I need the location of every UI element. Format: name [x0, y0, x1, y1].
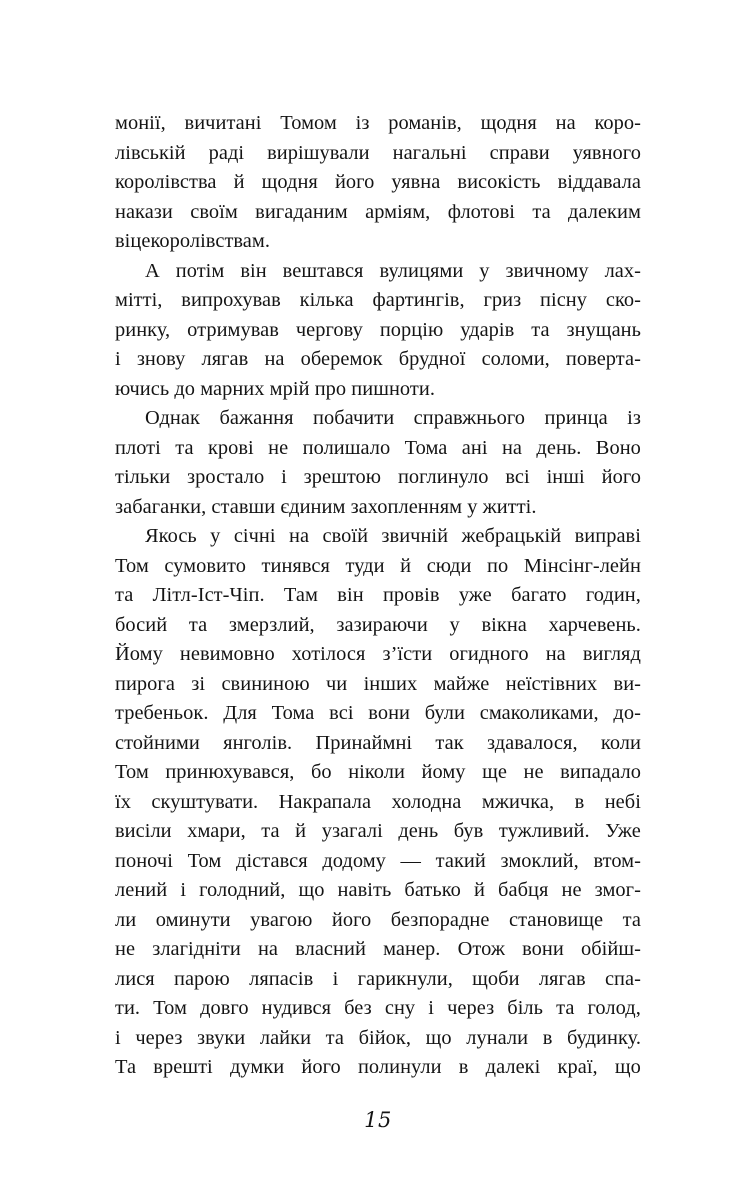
word: та	[532, 200, 551, 223]
word: смаколиками,	[479, 702, 599, 724]
word: крові	[207, 436, 254, 459]
word: змерзлий,	[228, 613, 315, 636]
word: ані	[461, 436, 488, 459]
word: потім	[175, 259, 225, 282]
word: майже	[433, 672, 490, 695]
word: день.	[536, 436, 582, 459]
text-line	[115, 906, 641, 936]
word: висіли	[115, 820, 172, 842]
word: сумовито	[164, 554, 246, 577]
text-line	[115, 847, 641, 877]
word: із	[355, 112, 370, 134]
word: бійок,	[358, 1026, 412, 1049]
word: мітті,	[115, 289, 163, 311]
word: Мінсінг-лейн	[523, 554, 641, 577]
word: чергову	[295, 318, 363, 341]
word: вирішували	[267, 141, 370, 164]
word: ли	[115, 908, 137, 931]
word: був	[453, 820, 484, 842]
word: його	[301, 1056, 341, 1078]
word: без	[344, 997, 372, 1019]
word: скуштувати.	[151, 790, 259, 813]
word: здавалося,	[487, 731, 578, 754]
word: раді	[208, 141, 245, 164]
word: всі	[329, 702, 354, 724]
word: випрохував	[181, 289, 281, 311]
word: ви-	[613, 672, 641, 695]
word: гриз	[483, 289, 522, 311]
word: свининою	[221, 672, 310, 695]
word: Однак	[145, 407, 200, 429]
word: ляпасів	[249, 967, 314, 990]
word: принюхувався,	[165, 761, 295, 783]
word: на	[545, 643, 566, 665]
word: ринку,	[115, 318, 171, 341]
word: Накрапала	[278, 790, 372, 813]
word: брудної	[398, 348, 466, 370]
word: тільки	[115, 466, 171, 488]
word: Воно	[595, 436, 641, 459]
word: ніколи	[348, 761, 405, 783]
word: небі	[604, 790, 641, 813]
word: випадало	[560, 761, 641, 783]
text-line	[115, 316, 641, 346]
word: зрештою	[303, 466, 382, 488]
text-line	[115, 139, 641, 169]
word: Для	[223, 702, 257, 724]
text-line	[115, 994, 641, 1024]
word: уже	[458, 584, 492, 606]
word: Томом	[280, 112, 337, 134]
text-line	[115, 1053, 641, 1083]
word: його	[331, 908, 372, 931]
word: та	[115, 584, 134, 606]
page-number: 15	[364, 1108, 392, 1132]
word: лах-	[604, 259, 641, 282]
word: дістався	[236, 849, 308, 872]
word: додому	[322, 849, 386, 872]
text-line	[115, 168, 641, 198]
word: увагою	[250, 908, 313, 931]
word: тинявся	[261, 554, 330, 577]
word: такий	[435, 849, 486, 872]
word: звичному	[505, 259, 589, 282]
word: лягав	[201, 348, 249, 370]
word: гарикнули,	[357, 967, 453, 990]
text-line	[115, 109, 641, 139]
word: бажання	[219, 407, 294, 429]
word: та	[175, 436, 194, 459]
word: через	[447, 997, 495, 1019]
word: коли	[600, 731, 641, 754]
word: думки	[229, 1056, 285, 1078]
word: хмари,	[187, 820, 246, 842]
word: спа-	[604, 967, 641, 990]
word: й	[473, 879, 485, 901]
word: своїй	[322, 525, 369, 547]
word: звичній	[381, 525, 449, 547]
word: лися	[115, 967, 155, 990]
word: лівській	[115, 141, 186, 164]
word: неїстівних	[505, 672, 598, 695]
text-line: ючись до марних мрій про пишноти.	[115, 377, 435, 400]
word: плоті	[115, 436, 161, 459]
word: Літл-Іст-Чіп.	[152, 584, 265, 606]
word: годин,	[585, 584, 641, 606]
word: знову	[136, 348, 186, 370]
word: й	[295, 820, 307, 842]
word: Том	[115, 554, 149, 577]
word: нагальні	[392, 141, 467, 164]
paragraph	[115, 522, 641, 1083]
word: пісну	[540, 289, 588, 311]
text-line	[115, 345, 641, 375]
text-line	[115, 758, 641, 788]
text-line	[115, 670, 641, 700]
word: і	[115, 348, 121, 370]
word: Принаймні	[315, 731, 413, 754]
text-line	[115, 611, 641, 641]
word: ударів	[460, 318, 515, 341]
word: ско-	[605, 289, 641, 311]
word: і	[281, 466, 287, 488]
word: навіть	[337, 879, 392, 901]
word: босий	[115, 613, 168, 636]
text-line	[115, 965, 641, 995]
word: власний	[295, 938, 366, 960]
text-line	[115, 257, 641, 287]
word: вичитані	[184, 112, 262, 134]
word: сюди	[426, 554, 472, 577]
text-line	[115, 198, 641, 228]
word: Том	[187, 849, 222, 872]
word: харчевень.	[548, 613, 641, 636]
word: на	[264, 348, 285, 370]
word: лений	[115, 879, 168, 901]
word: вештався	[282, 259, 364, 282]
word: вулицями	[379, 259, 464, 282]
word: —	[400, 849, 421, 872]
word: порцію	[379, 318, 444, 341]
word: мжичка,	[481, 790, 555, 813]
word: так	[435, 731, 464, 754]
word: в	[458, 1056, 469, 1078]
word: бабця	[498, 879, 549, 901]
word: і	[180, 879, 187, 901]
word: злагідніти	[152, 938, 241, 960]
word: фартингів,	[372, 289, 465, 311]
word: врешті	[153, 1056, 213, 1078]
word: королівства	[115, 171, 217, 193]
word: із	[627, 407, 641, 429]
word: Тома	[271, 702, 315, 724]
word: будинку.	[567, 1026, 641, 1049]
text-line	[115, 699, 641, 729]
word: через	[135, 1026, 183, 1049]
word: віддавала	[557, 171, 641, 193]
word: побачити	[313, 407, 395, 429]
word: Отож	[457, 938, 505, 960]
word: огидного	[449, 643, 529, 665]
word: в	[574, 790, 585, 813]
word: провів	[382, 584, 440, 606]
word: день	[398, 820, 439, 842]
word: лайки	[259, 1026, 312, 1049]
word: Йому	[115, 643, 163, 665]
word: безпорадне	[390, 908, 490, 931]
word: вигляд	[582, 643, 641, 665]
word: щодня	[480, 112, 537, 134]
word: не	[268, 436, 289, 459]
word: парою	[173, 967, 230, 990]
word: багато	[511, 584, 567, 606]
word: зі	[191, 672, 206, 695]
word: принца	[544, 407, 608, 429]
word: далеким	[568, 200, 641, 223]
word: змог-	[594, 879, 641, 901]
word: на	[257, 938, 279, 960]
word: лунали	[466, 1026, 529, 1049]
word: ще	[482, 761, 507, 783]
paragraph	[115, 257, 641, 405]
word: Та	[115, 1056, 137, 1078]
word: кілька	[299, 289, 354, 311]
word: не	[561, 879, 582, 901]
word: щодня	[261, 171, 318, 193]
word: коро-	[594, 112, 641, 134]
word: були	[424, 702, 465, 724]
word: та	[531, 318, 550, 341]
word: всі	[505, 466, 530, 488]
word: зростало	[187, 466, 265, 488]
word: на	[555, 112, 576, 134]
word: він	[240, 259, 267, 282]
word: втом-	[593, 849, 641, 872]
text-line: віцекоролівствам.	[115, 230, 271, 252]
word: не	[523, 761, 544, 783]
paragraph	[115, 404, 641, 522]
word: чи	[325, 672, 348, 695]
word: А	[145, 259, 160, 282]
word: біль	[507, 997, 544, 1019]
word: що	[298, 879, 325, 901]
word: знущань	[566, 318, 641, 341]
word: Тома	[404, 436, 448, 459]
word: Там	[283, 584, 318, 606]
word: нудився	[261, 997, 332, 1019]
word: вигаданим	[255, 200, 348, 223]
word: Уже	[605, 820, 641, 842]
word: вони	[368, 702, 411, 724]
paragraph	[115, 109, 641, 257]
text-line	[115, 817, 641, 847]
text-line	[115, 463, 641, 493]
word: отримував	[187, 318, 279, 341]
word: справжнього	[413, 407, 525, 429]
word: становище	[508, 908, 604, 931]
word: голодний,	[199, 879, 286, 901]
word: йому	[421, 761, 466, 783]
word: оминути	[155, 908, 231, 931]
word: невимовно	[179, 643, 275, 665]
word: у	[210, 525, 221, 547]
word: що	[614, 1056, 641, 1078]
word: пирога	[115, 672, 175, 695]
word: він	[337, 584, 364, 606]
word: та	[622, 908, 641, 931]
text-line	[115, 286, 641, 316]
word: голод,	[587, 997, 641, 1019]
word: інших	[363, 672, 418, 695]
word: до-	[613, 702, 641, 724]
word: й	[233, 171, 245, 193]
word: ти.	[115, 997, 141, 1019]
word: з’їсти	[382, 643, 433, 665]
text-line	[115, 522, 641, 552]
word: вікна	[481, 613, 527, 636]
text-line	[115, 552, 641, 582]
word: і	[428, 997, 434, 1019]
word: узагалі	[321, 820, 383, 842]
word: виправі	[574, 525, 641, 547]
word: Том	[153, 997, 187, 1019]
word: у	[479, 259, 490, 282]
word: требеньок.	[115, 702, 209, 724]
word: та	[556, 997, 575, 1019]
word: його	[334, 171, 375, 193]
word: жебрацькій	[461, 525, 562, 547]
word: далекі	[485, 1056, 541, 1078]
word: та	[261, 820, 280, 842]
word: манер.	[383, 938, 441, 960]
word: що	[425, 1026, 452, 1049]
word: січні	[233, 525, 276, 547]
word: арміям,	[365, 200, 431, 223]
word: змоклий,	[500, 849, 579, 872]
text-line	[115, 581, 641, 611]
word: вони	[522, 938, 564, 960]
word: хотілося	[291, 643, 366, 665]
word: холодна	[391, 790, 462, 813]
word: тужливий.	[498, 820, 590, 842]
word: високість	[457, 171, 541, 193]
word: полинули	[357, 1056, 442, 1078]
text-line	[115, 788, 641, 818]
word: оберемок	[300, 348, 383, 370]
word: та	[188, 613, 208, 636]
word: та	[325, 1026, 344, 1049]
text-line	[115, 935, 641, 965]
text-line	[115, 1024, 641, 1054]
word: стойними	[115, 731, 200, 754]
word: їх	[115, 790, 131, 813]
word: соломи,	[481, 348, 550, 370]
word: і	[115, 1026, 121, 1049]
page-text-block	[115, 109, 641, 1083]
word: по	[487, 554, 509, 577]
word: довго	[200, 997, 249, 1019]
word: своїм	[190, 200, 238, 223]
word: звуки	[197, 1026, 246, 1049]
text-line	[115, 876, 641, 906]
word: накази	[115, 200, 173, 223]
word: справи	[489, 141, 550, 164]
word: романів,	[388, 112, 462, 134]
word: батько	[404, 879, 461, 901]
word: на	[501, 436, 523, 459]
word: Том	[115, 761, 149, 783]
word: на	[289, 525, 310, 547]
word: туди	[345, 554, 385, 577]
word: поглинуло	[397, 466, 489, 488]
word: не	[115, 938, 136, 960]
word: і	[332, 967, 339, 990]
word: флотові	[447, 200, 515, 223]
word: краї,	[557, 1056, 598, 1078]
word: інші	[546, 466, 585, 488]
word: його	[601, 466, 641, 488]
word: бо	[310, 761, 332, 783]
word: й	[400, 554, 412, 577]
text-line	[115, 729, 641, 759]
word: лягав	[538, 967, 586, 990]
word: сну	[384, 997, 416, 1019]
text-line: забаганки, ставши єдиним захопленням у житті.	[115, 495, 537, 518]
text-line	[115, 404, 641, 434]
word: зазираючи	[336, 613, 428, 636]
word: Якось	[145, 525, 197, 547]
text-line	[115, 640, 641, 670]
word: уявна	[391, 171, 441, 193]
word: уявного	[572, 141, 641, 164]
word: поночі	[115, 849, 173, 872]
word: в	[542, 1026, 553, 1049]
word: янголів.	[223, 731, 293, 754]
word: монії,	[115, 112, 166, 134]
word: щоби	[472, 967, 520, 990]
word: полишало	[302, 436, 391, 459]
word: поверта-	[565, 348, 641, 370]
word: у	[449, 613, 460, 636]
text-line	[115, 434, 641, 464]
word: обійш-	[580, 938, 641, 960]
